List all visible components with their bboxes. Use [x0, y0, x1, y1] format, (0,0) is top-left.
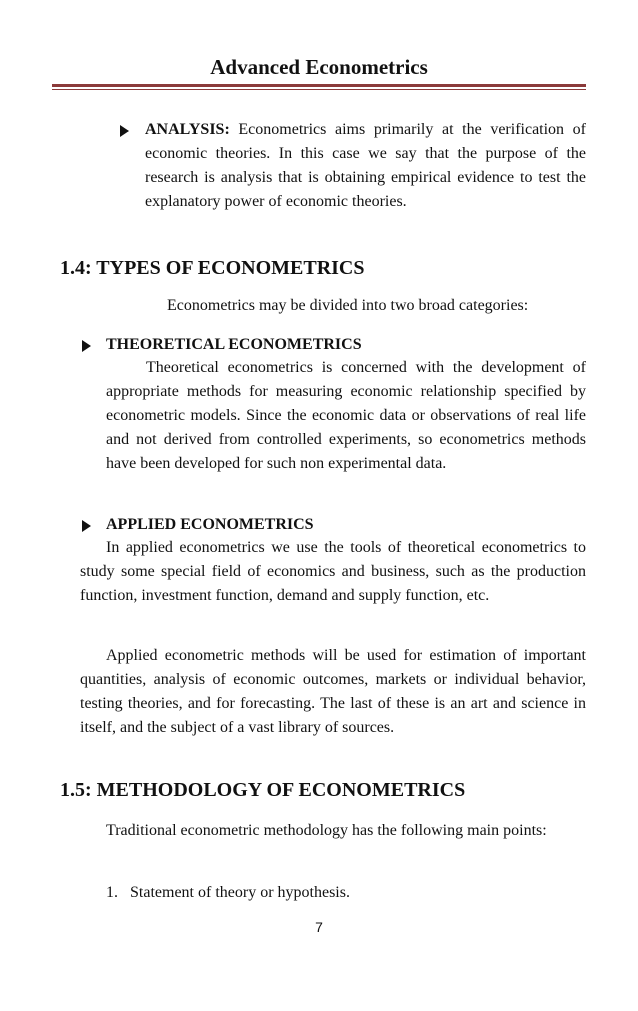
applied-title: APPLIED ECONOMETRICS	[106, 516, 314, 533]
section-1-5-heading: 1.5: METHODOLOGY OF ECONOMETRICS	[60, 779, 466, 801]
analysis-paragraph	[145, 118, 586, 214]
page-number: 7	[315, 919, 323, 935]
list-item-number: 1.	[106, 884, 118, 901]
list-item-text: Statement of theory or hypothesis.	[130, 884, 350, 901]
theoretical-title: THEORETICAL ECONOMETRICS	[106, 336, 362, 353]
analysis-text: Econometrics aims primarily at the verification of economic theories. In this case we say that the purpose of the research is analysis that is obtaining empirical evidence to test the explanatory power of economic theories.	[145, 121, 587, 210]
applied-text-2: Applied econometric methods will be used for estimation of important quantities, analysis of economic outcomes, markets or individual behavior, testing theories, and for forecasting. The last of these is an art and science in itself, and the subject of a vast library of sources.	[80, 647, 586, 736]
page-header-title: Advanced Econometrics	[210, 55, 428, 79]
section-1-5-intro: Traditional econometric methodology has the following main points:	[106, 822, 547, 839]
applied-text: In applied econometrics we use the tools of theoretical econometrics to study some special field of economics and business, such as the production function, investment function, demand and supply function, etc.	[80, 539, 586, 604]
section-1-4-intro: Econometrics may be divided into two broad categories:	[167, 297, 529, 314]
header-rule-thin	[52, 89, 586, 90]
theoretical-bullet-arrow	[82, 335, 91, 359]
analysis-bullet-arrow	[120, 120, 129, 144]
header-rule	[52, 84, 586, 87]
theoretical-text: Theoretical econometrics is concerned with the development of appropriate methods for measuring economic relationship specified by econometric models. Since the economic data or observations of real life and not derived from controlled experiments, so econometrics methods have been developed for such non experimental data.	[106, 359, 586, 472]
list-item	[106, 881, 350, 905]
analysis-label: ANALYSIS:	[145, 121, 230, 138]
section-1-4-heading: 1.4: TYPES OF ECONOMETRICS	[60, 257, 365, 279]
